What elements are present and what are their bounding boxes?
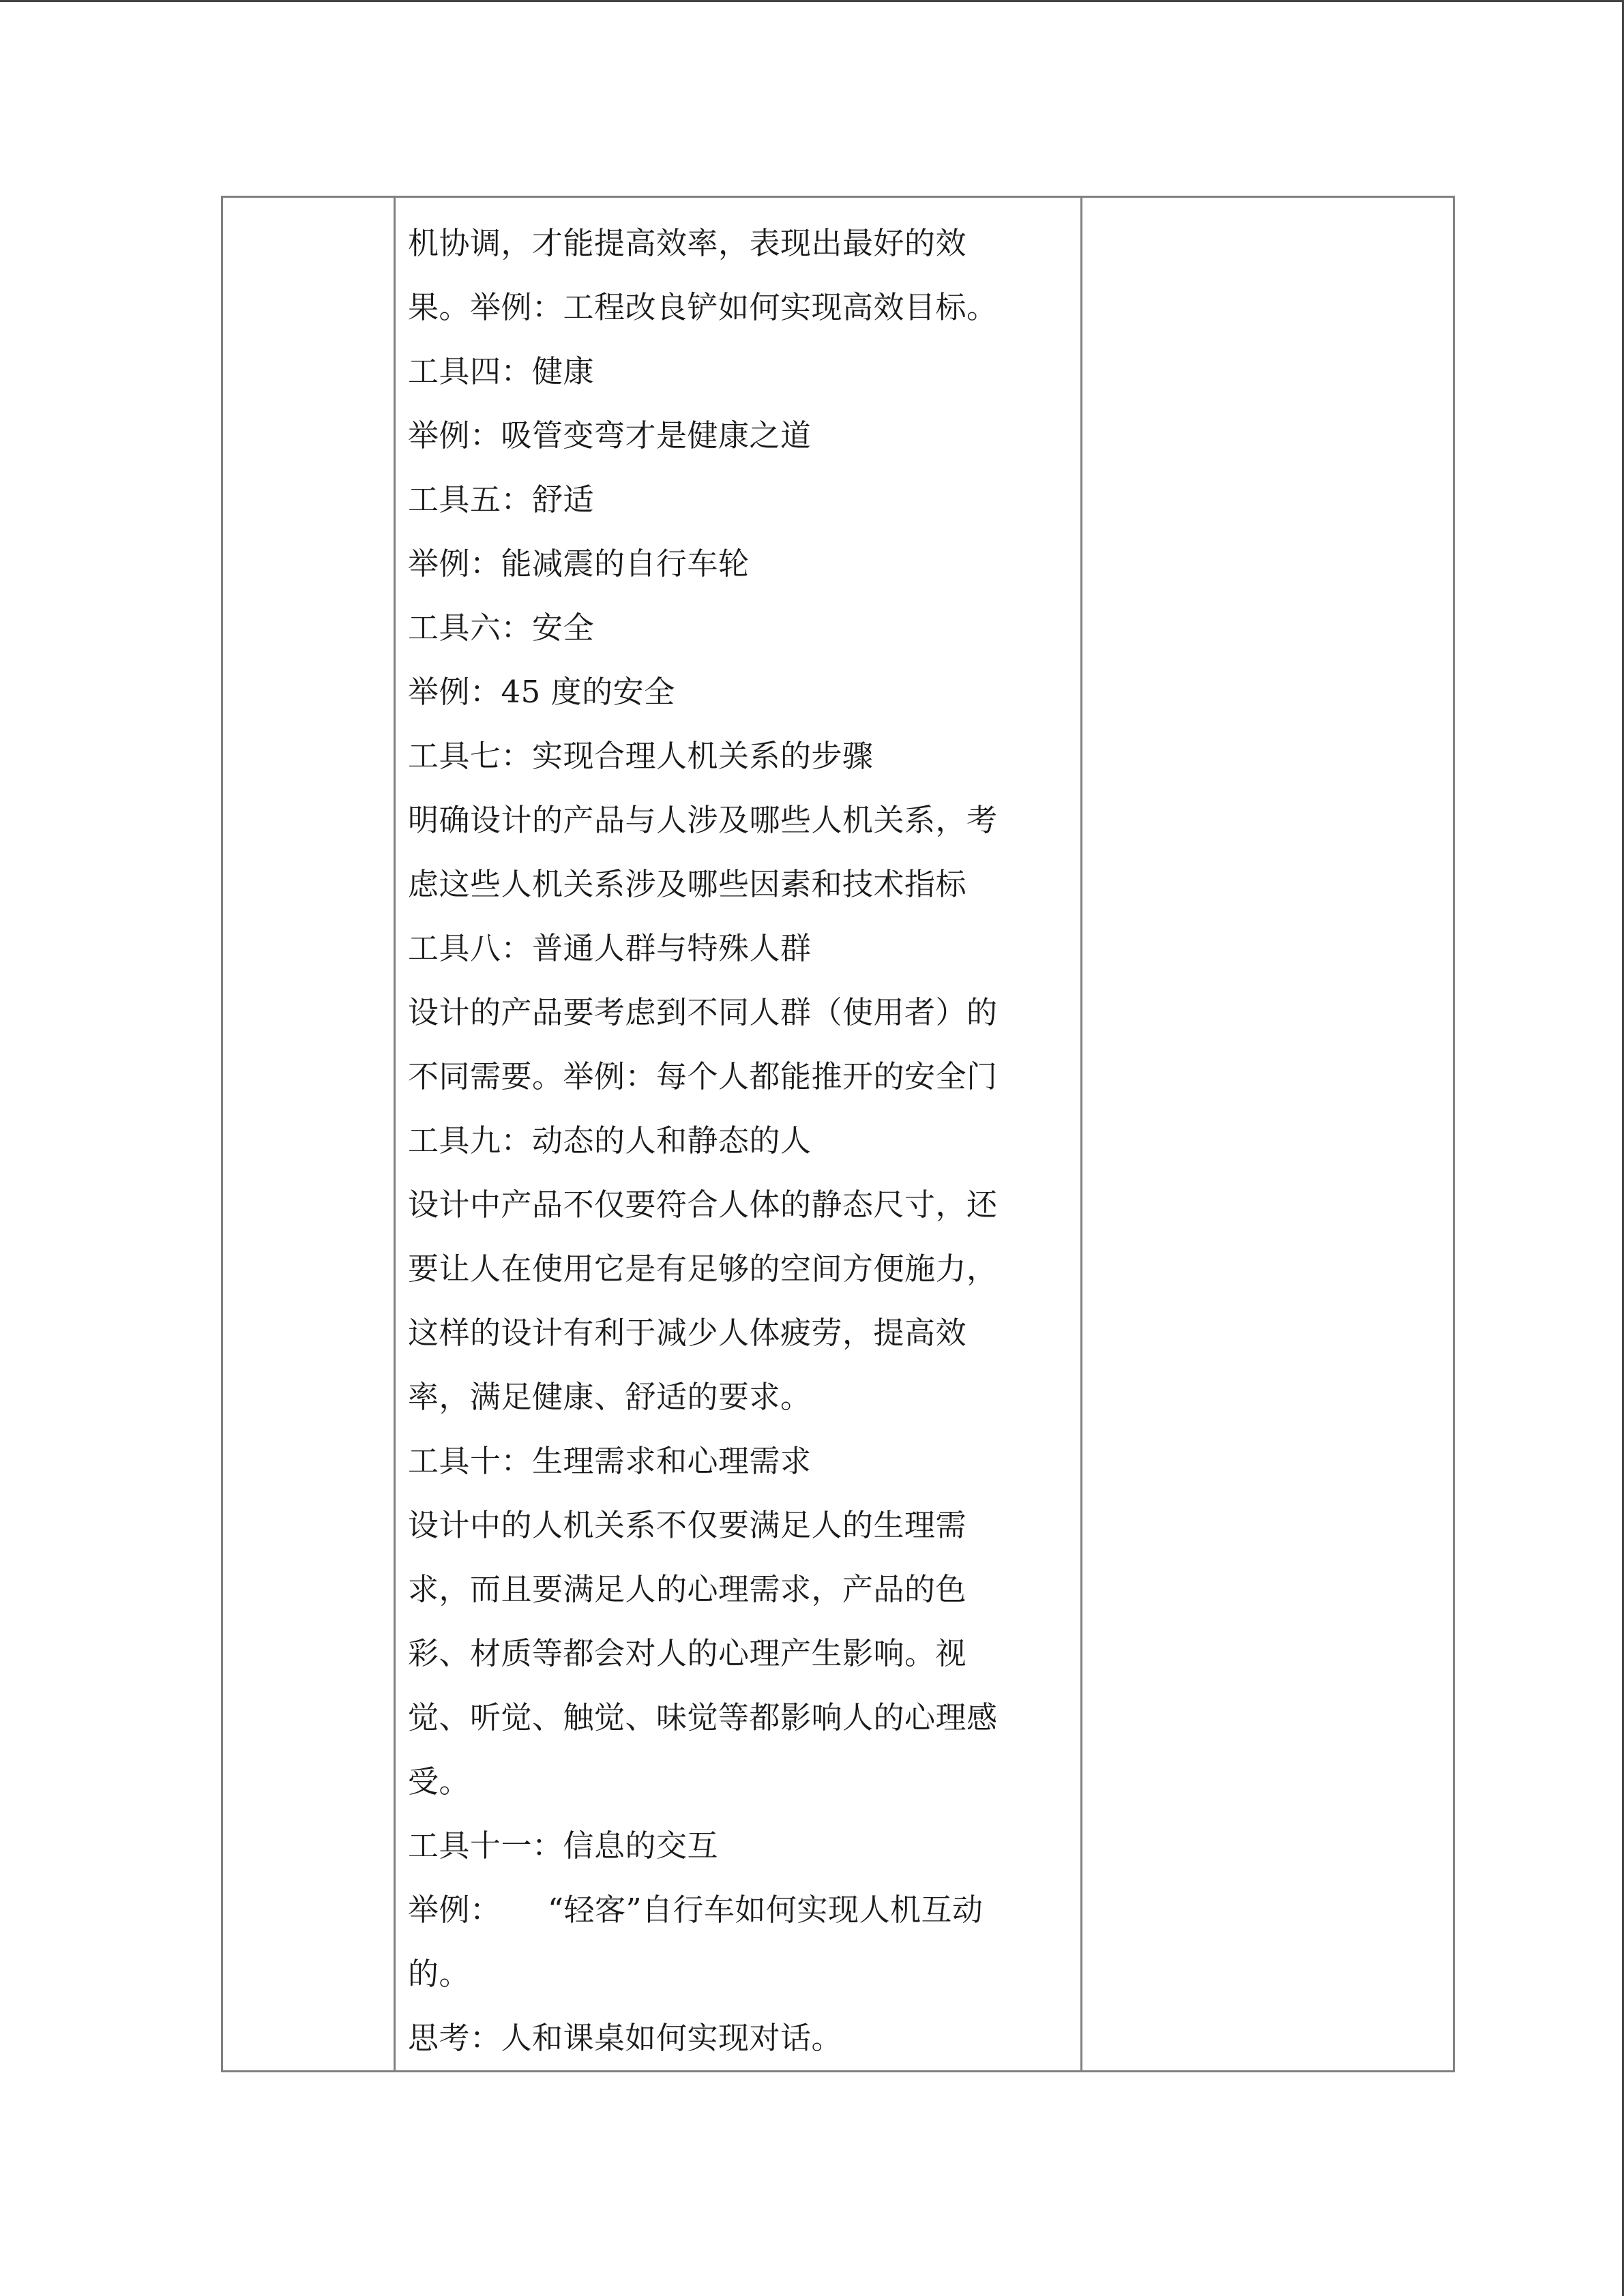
content-line: 设计中的人机关系不仅要满足人的生理需	[408, 1507, 967, 1543]
content-line: 果。举例：工程改良铲如何实现高效目标。	[408, 289, 998, 325]
content-cell	[395, 197, 1082, 2072]
content-line: 求，而且要满足人的心理需求，产品的色	[408, 1571, 967, 1607]
content-line: 设计中产品不仅要符合人体的静态尺寸，还	[408, 1187, 998, 1223]
tool-heading: 工具十一：信息的交互	[408, 1828, 719, 1864]
content-line: 举例：45 度的安全	[408, 674, 675, 710]
content-line: 这样的设计有利于减少人体疲劳，提高效	[408, 1315, 967, 1351]
tool-heading: 工具八：普通人群与特殊人群	[408, 930, 812, 966]
tool-heading: 工具十：生理需求和心理需求	[408, 1443, 812, 1479]
tool-heading: 工具五：舒适	[408, 481, 595, 518]
content-line: 设计的产品要考虑到不同人群（使用者）的	[408, 994, 998, 1030]
content-line: 的。	[408, 1956, 471, 1992]
page-top-border	[0, 0, 1624, 2]
content-line: 要让人在使用它是有足够的空间方便施力，	[408, 1251, 998, 1287]
tool-heading: 工具四：健康	[408, 353, 595, 389]
content-line: 思考：人和课桌如何实现对话。	[408, 2020, 843, 2056]
right-empty-cell	[1082, 197, 1454, 2072]
tool-heading: 工具九：动态的人和静态的人	[408, 1122, 812, 1159]
content-line: 受。	[408, 1763, 471, 1800]
tool-heading: 工具六：安全	[408, 610, 595, 646]
content-line: 举例：吸管变弯才是健康之道	[408, 417, 812, 453]
content-line: 虑这些人机关系涉及哪些因素和技术指标	[408, 866, 967, 902]
content-line: 举例：能减震的自行车轮	[408, 546, 750, 582]
tool-heading: 工具七：实现合理人机关系的步骤	[408, 738, 874, 774]
content-line: 彩、材质等都会对人的心理产生影响。视	[408, 1635, 967, 1671]
content-line: 不同需要。举例：每个人都能推开的安全门	[408, 1058, 998, 1094]
content-line: 举例： “轻客”自行车如何实现人机互动	[408, 1892, 984, 1928]
left-empty-cell	[222, 197, 395, 2072]
content-line: 率，满足健康、舒适的要求。	[408, 1379, 812, 1415]
table-row	[222, 197, 1454, 2072]
lesson-table	[221, 196, 1455, 2072]
content-line: 机协调，才能提高效率，表现出最好的效	[408, 225, 967, 261]
content-line: 明确设计的产品与人涉及哪些人机关系，考	[408, 802, 998, 838]
content-line: 觉、听觉、触觉、味觉等都影响人的心理感	[408, 1699, 998, 1735]
